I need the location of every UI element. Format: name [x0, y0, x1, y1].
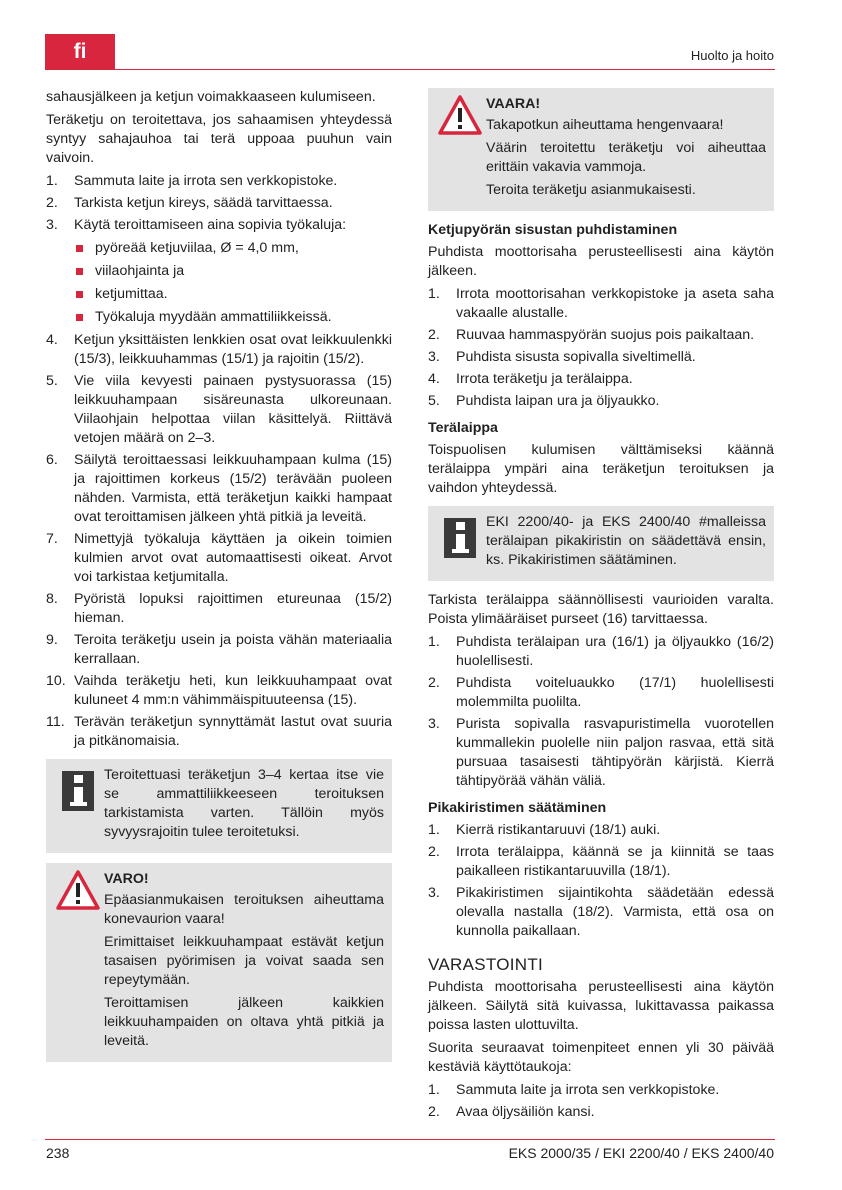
list-item: Työkaluja myydään ammattiliikkeissä. [74, 308, 392, 327]
bullet-square-icon [76, 291, 83, 298]
right-column [428, 88, 774, 1126]
info-icon [444, 518, 476, 558]
list-item: 7. Nimettyjä työkaluja käyttäen ja oikein toimien kulmien arvot ovat automaattisesti oikeat. Arvot voi tarkistaa ketjumitalla. [46, 531, 392, 585]
caution-line: Erimittaiset leikkuuhampaat estävät ketjun tasaisen pyörimisen ja voivat saada sen repeytymään. [104, 934, 384, 988]
section-title: Huolto ja hoito [690, 48, 774, 63]
storage-heading: VARASTOINTI [428, 955, 544, 974]
caution-box [46, 863, 392, 1062]
storage-steps [428, 1081, 774, 1122]
sharpen-steps-a [46, 172, 392, 235]
tension-heading: Pikakiristimen säätäminen [428, 800, 607, 816]
bullet-square-icon [76, 245, 83, 252]
list-item: 1. Kierrä ristikantaruuvi (18/1) auki. [428, 822, 661, 838]
list-item: 1. Sammuta laite ja irrota sen verkkopistoke. [46, 173, 338, 189]
danger-box [428, 88, 774, 211]
storage-paragraph: Puhdista moottorisaha perusteellisesti aina käytön jälkeen. Säilytä sitä kuivassa, lukittavassa paikassa poissa lasten ulottuvilta. [428, 979, 774, 1033]
list-item: 2. Avaa öljysäiliön kansi. [428, 1104, 595, 1120]
list-item: 3. Purista sopivalla rasvapuristimella vuorotellen kummallekin puolelle niin paljon rasvaa, että sitä pursuaa tasaisesti tähtipyörän kärjistä. Kierrä tähtipyörää vähän väliä. [428, 716, 774, 789]
list-item: 6. Säilytä teroittaessasi leikkuuhampaan kulma (15) ja rajoittimen korkeus (15/2) terävään puoleen nähden. Varmista, että teräketjun kaikki hampaat ovat teroittamisen jälkeen yhtä pitkiä ja leveitä. [46, 452, 392, 525]
sprocket-paragraph: Puhdista moottorisaha perusteellisesti aina käytön jälkeen. [428, 244, 774, 279]
storage-paragraph-2: Suorita seuraavat toimenpiteet ennen yli 30 päivää kestäviä käyttötaukoja: [428, 1040, 774, 1075]
list-item: 1. Sammuta laite ja irrota sen verkkopistoke. [428, 1082, 720, 1098]
list-item: 1. Puhdista terälaipan ura (16/1) ja öljyaukko (16/2) huolellisesti. [428, 634, 774, 669]
list-item: 10. Vaihda teräketju heti, kun leikkuuhampaat ovat kuluneet 4 mm:n vähimmäispituuteensa (15). [46, 673, 392, 708]
sprocket-heading: Ketjupyörän sisustan puhdistaminen [428, 222, 678, 238]
list-item: 8. Pyöristä lopuksi rajoittimen etureunaa (15/2) hieman. [46, 591, 392, 626]
tools-bullet-list [46, 239, 392, 327]
list-item: 5. Puhdista laipan ura ja öljyaukko. [428, 393, 660, 409]
list-item: 3. Käytä teroittamiseen aina sopivia työkaluja: [46, 217, 347, 233]
list-item: ketjumittaa. [74, 285, 392, 304]
danger-triangle-icon [438, 95, 482, 135]
danger-line: Takapotkun aiheuttama hengenvaara! [486, 117, 724, 133]
sharpen-paragraph: Teräketju on teroitettava, jos sahaamisen yhteydessä syntyy sahajauhoa tai terä uppoaa puuhun vain vaivoin. [46, 112, 392, 166]
warning-triangle-icon [56, 870, 100, 910]
sprocket-steps [428, 285, 774, 411]
caution-line: Teroittamisen jälkeen kaikkien leikkuuhampaiden on oltava yhtä pitkiä ja leveitä. [104, 995, 384, 1049]
list-item: 3. Puhdista sisusta sopivalla siveltimellä. [428, 349, 696, 365]
footer-rule [45, 1139, 775, 1140]
list-item: 2. Ruuvaa hammaspyörän suojus pois paikaltaan. [428, 327, 755, 343]
list-item: 11. Terävän teräketjun synnyttämät lastut ovat suuria ja pitkänomaisia. [46, 714, 392, 749]
bar-paragraph: Toispuolisen kulumisen välttämiseksi käännä terälaippa ympäri aina teräketjun teroituksen ja vaihdon yhteydessä. [428, 442, 774, 496]
list-item: 5. Vie viila kevyesti painaen pystysuorassa (15) leikkuuhampaan sisäreunasta ulkoreunaan. Viilaohjain helpottaa viilan käsittelyä. Riittävä vetojen määrä on 2–3. [46, 373, 392, 446]
danger-line: Väärin teroitettu teräketju voi aiheuttaa erittäin vakavia vammoja. [486, 140, 766, 175]
bar-check-paragraph: Tarkista terälaippa säännöllisesti vaurioiden varalta. Poista ylimääräiset purseet (16) tarvittaessa. [428, 592, 774, 627]
info-icon [62, 771, 94, 811]
list-item: 3. Pikakiristimen sijaintikohta säädetään edessä olevalla nastalla (18/2). Varmista, että osa on kunnolla paikallaan. [428, 885, 774, 939]
tension-steps [428, 821, 774, 941]
danger-title: VAARA! [486, 96, 541, 112]
bullet-square-icon [76, 268, 83, 275]
list-item: 2. Irrota terälaippa, käännä se ja kiinnitä se taas paikalleen ristikantaruuvilla (18/1). [428, 844, 774, 879]
sharpen-steps-b [46, 331, 392, 751]
bar-heading: Terälaippa [428, 420, 498, 436]
list-item: 2. Tarkista ketjun kireys, säädä tarvittaessa. [46, 195, 333, 211]
intro-paragraph: sahausjälkeen ja ketjun voimakkaaseen kulumiseen. [46, 89, 376, 105]
page-number: 238 [46, 1145, 70, 1161]
caution-title: VARO! [104, 871, 149, 887]
left-column [46, 88, 392, 1072]
bar-steps [428, 633, 774, 791]
danger-line: Teroita teräketju asianmukaisesti. [486, 182, 696, 198]
list-item: 4. Ketjun yksittäisten lenkkien osat ovat leikkuulenkki (15/3), leikkuuhammas (15/1) ja rajoitin (15/2). [46, 332, 392, 367]
info-note-text: EKI 2200/40- ja EKS 2400/40 #malleissa terälaipan pikakiristin on säädettävä ensin, ks. Pikakiristimen säätäminen. [486, 514, 766, 568]
language-tab: fi [45, 34, 115, 70]
list-item: viilaohjainta ja [74, 262, 392, 281]
list-item: 9. Teroita teräketju usein ja poista vähän materiaalia kerrallaan. [46, 632, 392, 667]
info-note-box [46, 759, 392, 853]
info-note-box [428, 506, 774, 581]
bullet-square-icon [76, 314, 83, 321]
list-item: 2. Puhdista voiteluaukko (17/1) huolellisesti molemmilta puolilta. [428, 675, 774, 710]
list-item: pyöreää ketjuviilaa, Ø = 4,0 mm, [74, 239, 392, 258]
model-line: EKS 2000/35 / EKI 2200/40 / EKS 2400/40 [508, 1145, 774, 1161]
info-note-text: Teroitettuasi teräketjun 3–4 kertaa itse vie se ammattiliikkeeseen teroituksen tarkistamista varten. Tällöin myös syvyysrajoitin tulee teroitetuksi. [104, 767, 384, 840]
list-item: 1. Irrota moottorisahan verkkopistoke ja aseta saha vakaalle alustalle. [428, 286, 774, 321]
header-rule [45, 69, 775, 70]
list-item: 4. Irrota teräketju ja terälaippa. [428, 371, 633, 387]
caution-line: Epäasianmukaisen teroituksen aiheuttama konevaurion vaara! [104, 892, 384, 927]
